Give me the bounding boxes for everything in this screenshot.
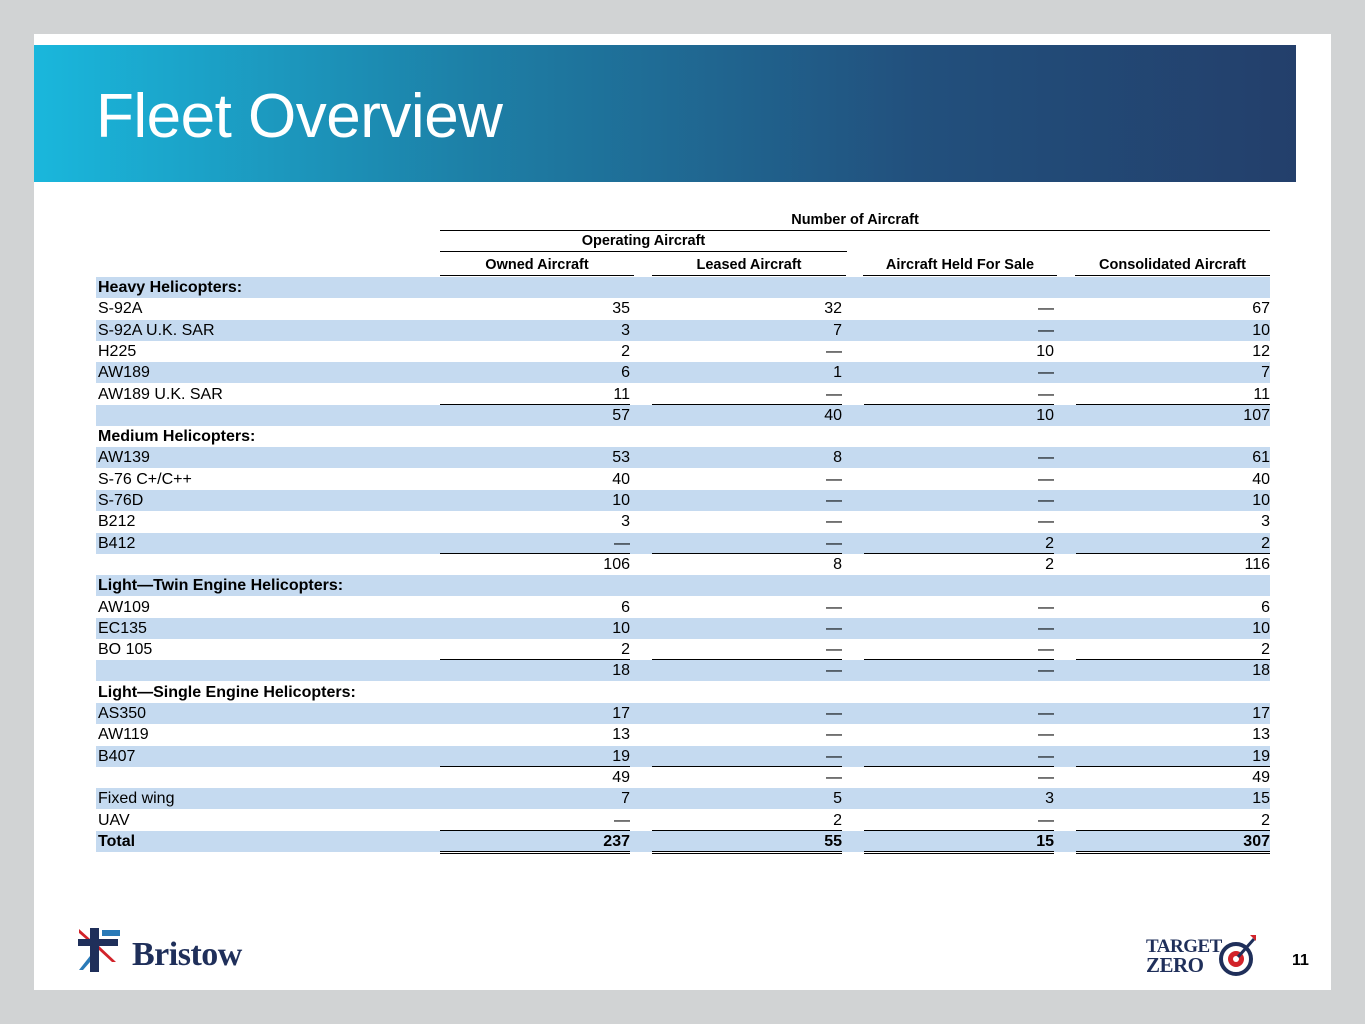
- table-cell: —: [1038, 492, 1054, 509]
- section-header-row: [96, 426, 1270, 447]
- table-cell: 6: [621, 598, 630, 616]
- table-cell: 2: [652, 810, 842, 831]
- table-cell: 2: [440, 639, 630, 660]
- table-cell: —: [652, 639, 842, 660]
- target-zero-line1: TARGET: [1146, 936, 1222, 957]
- column-header-owned: Owned Aircraft: [440, 257, 634, 276]
- table-cell: —: [1038, 321, 1054, 339]
- table-cell: 8: [833, 555, 842, 573]
- table-row: [96, 597, 1270, 618]
- table-cell: 3: [1045, 790, 1054, 808]
- table-cell: —: [826, 768, 842, 786]
- bristow-brand-text: Bristow: [132, 936, 242, 973]
- table-cell: 3: [1261, 513, 1270, 531]
- row-label: AS350: [98, 705, 147, 722]
- table-cell: —: [1038, 449, 1054, 467]
- table-cell: —: [1038, 470, 1054, 488]
- table-cell: 55: [652, 831, 842, 854]
- table-cell: 18: [612, 662, 630, 680]
- table-cell: 10: [612, 492, 630, 509]
- target-zero-logo: [1146, 938, 1222, 976]
- row-label: EC135: [98, 619, 147, 637]
- row-label: S-76 C+/C++: [98, 470, 192, 488]
- column-header-consolidated: Consolidated Aircraft: [1075, 257, 1270, 276]
- table-cell: 10: [612, 619, 630, 637]
- table-row: [96, 618, 1270, 639]
- row-label: Heavy Helicopters:: [98, 279, 243, 296]
- table-cell: —: [826, 662, 842, 680]
- table-row: [96, 511, 1270, 532]
- table-cell: —: [1038, 513, 1054, 531]
- table-cell: 53: [612, 449, 630, 467]
- table-cell: 61: [1252, 449, 1270, 467]
- table-cell: 7: [621, 790, 630, 808]
- row-label: AW119: [98, 726, 149, 744]
- table-cell: 107: [1243, 406, 1270, 424]
- table-cell: 106: [603, 555, 630, 573]
- row-label: Medium Helicopters:: [98, 428, 256, 446]
- table-cell: 10: [1252, 619, 1270, 637]
- row-label: Fixed wing: [98, 790, 175, 808]
- table-cell: 237: [440, 831, 630, 854]
- row-label: B412: [98, 534, 136, 552]
- table-row: [96, 788, 1270, 809]
- table-row: [96, 469, 1270, 490]
- page-title: Fleet Overview: [96, 82, 503, 151]
- row-label: UAV: [98, 811, 130, 829]
- table-cell: 7: [833, 321, 842, 339]
- table-cell: 57: [612, 406, 630, 424]
- table-row: [96, 746, 1270, 767]
- row-label: BO 105: [98, 641, 153, 659]
- table-cell: —: [1038, 619, 1054, 637]
- row-label: B212: [98, 513, 136, 531]
- table-cell: —: [826, 470, 842, 488]
- table-cell: 40: [1252, 470, 1270, 488]
- row-label: AW189: [98, 364, 150, 382]
- table-cell: 49: [1252, 768, 1270, 786]
- table-cell: 2: [1045, 555, 1054, 573]
- table-cell: 1: [833, 364, 842, 382]
- table-cell: 8: [833, 449, 842, 467]
- table-cell: 19: [1076, 746, 1270, 767]
- table-cell: 19: [440, 746, 630, 767]
- row-label: H225: [98, 342, 137, 360]
- row-label: Total: [98, 832, 136, 850]
- subtotal-row: [96, 405, 1270, 426]
- table-cell: 11: [1076, 384, 1270, 405]
- table-cell: 67: [1252, 300, 1270, 318]
- row-label: S-76D: [98, 492, 144, 509]
- table-row: [96, 639, 1270, 660]
- table-row: [96, 447, 1270, 468]
- table-row: [96, 490, 1270, 511]
- subtotal-row: [96, 660, 1270, 681]
- table-cell: 13: [1252, 726, 1270, 744]
- table-cell: 2: [621, 342, 630, 360]
- table-cell: 6: [1261, 598, 1270, 616]
- row-label: AW139: [98, 449, 150, 467]
- table-cell: 6: [621, 364, 630, 382]
- table-row: [96, 384, 1270, 405]
- table-cell: —: [826, 492, 842, 509]
- table-cell: 18: [1252, 662, 1270, 680]
- table-cell: 11: [440, 384, 630, 405]
- table-cell: 35: [612, 300, 630, 318]
- target-bullseye-icon: [1218, 933, 1258, 977]
- table-cell: 2: [864, 533, 1054, 554]
- table-cell: 2: [1076, 810, 1270, 831]
- table-cell: 3: [621, 321, 630, 339]
- table-cell: —: [864, 639, 1054, 660]
- table-row: [96, 320, 1270, 341]
- table-cell: 13: [612, 726, 630, 744]
- table-row: [96, 703, 1270, 724]
- table-cell: 10: [1252, 492, 1270, 509]
- table-cell: —: [864, 810, 1054, 831]
- table-cell: 40: [612, 470, 630, 488]
- row-label: S-92A: [98, 300, 143, 318]
- section-header-row: [96, 682, 1270, 703]
- table-row: [96, 724, 1270, 745]
- table-cell: 40: [824, 406, 842, 424]
- table-cell: 10: [1036, 406, 1054, 424]
- table-cell: —: [652, 746, 842, 767]
- table-cell: 2: [1076, 639, 1270, 660]
- total-row: [96, 831, 1270, 852]
- table-cell: —: [826, 513, 842, 531]
- subtotal-row: [96, 554, 1270, 575]
- table-cell: —: [1038, 726, 1054, 744]
- table-cell: —: [826, 705, 842, 722]
- row-label: Light—Single Engine Helicopters:: [98, 683, 356, 701]
- table-cell: —: [826, 342, 842, 360]
- section-header-row: [96, 575, 1270, 596]
- table-row: [96, 362, 1270, 383]
- table-cell: 10: [1036, 342, 1054, 360]
- subtotal-row: [96, 767, 1270, 788]
- header-number-of-aircraft: Number of Aircraft: [440, 212, 1270, 231]
- table-cell: —: [1038, 300, 1054, 318]
- target-zero-line2: ZERO: [1146, 953, 1204, 978]
- table-cell: —: [440, 533, 630, 554]
- table-row: [96, 298, 1270, 319]
- table-cell: 15: [1252, 790, 1270, 808]
- table-cell: 17: [1252, 705, 1270, 722]
- table-cell: —: [864, 384, 1054, 405]
- table-cell: 3: [621, 513, 630, 531]
- section-header-row: [96, 277, 1270, 298]
- row-label: AW109: [98, 598, 150, 616]
- table-cell: 32: [824, 300, 842, 318]
- header-operating-aircraft: Operating Aircraft: [440, 233, 847, 252]
- column-header-held-for-sale: Aircraft Held For Sale: [863, 257, 1057, 276]
- row-label: S-92A U.K. SAR: [98, 321, 215, 339]
- table-cell: 17: [612, 705, 630, 722]
- table-cell: —: [826, 619, 842, 637]
- table-row: [96, 341, 1270, 362]
- table-cell: —: [864, 746, 1054, 767]
- table-cell: —: [826, 598, 842, 616]
- table-cell: —: [1038, 364, 1054, 382]
- table-cell: —: [652, 384, 842, 405]
- table-cell: 5: [833, 790, 842, 808]
- table-cell: 7: [1261, 364, 1270, 382]
- table-cell: —: [652, 533, 842, 554]
- table-cell: 12: [1252, 342, 1270, 360]
- page-number: 11: [1292, 952, 1309, 969]
- row-label: AW189 U.K. SAR: [98, 385, 223, 403]
- column-header-leased: Leased Aircraft: [652, 257, 846, 276]
- table-cell: —: [1038, 768, 1054, 786]
- table-row: [96, 810, 1270, 831]
- table-cell: —: [440, 810, 630, 831]
- table-cell: —: [1038, 705, 1054, 722]
- row-label: B407: [98, 747, 136, 765]
- table-cell: —: [826, 726, 842, 744]
- table-cell: 10: [1252, 321, 1270, 339]
- table-cell: —: [1038, 598, 1054, 616]
- table-row: [96, 533, 1270, 554]
- row-label: Light—Twin Engine Helicopters:: [98, 577, 344, 595]
- table-cell: 2: [1076, 533, 1270, 554]
- table-cell: 307: [1076, 831, 1270, 854]
- table-cell: 49: [612, 768, 630, 786]
- table-cell: —: [1038, 662, 1054, 680]
- table-cell: 15: [864, 831, 1054, 854]
- table-cell: 116: [1244, 555, 1270, 573]
